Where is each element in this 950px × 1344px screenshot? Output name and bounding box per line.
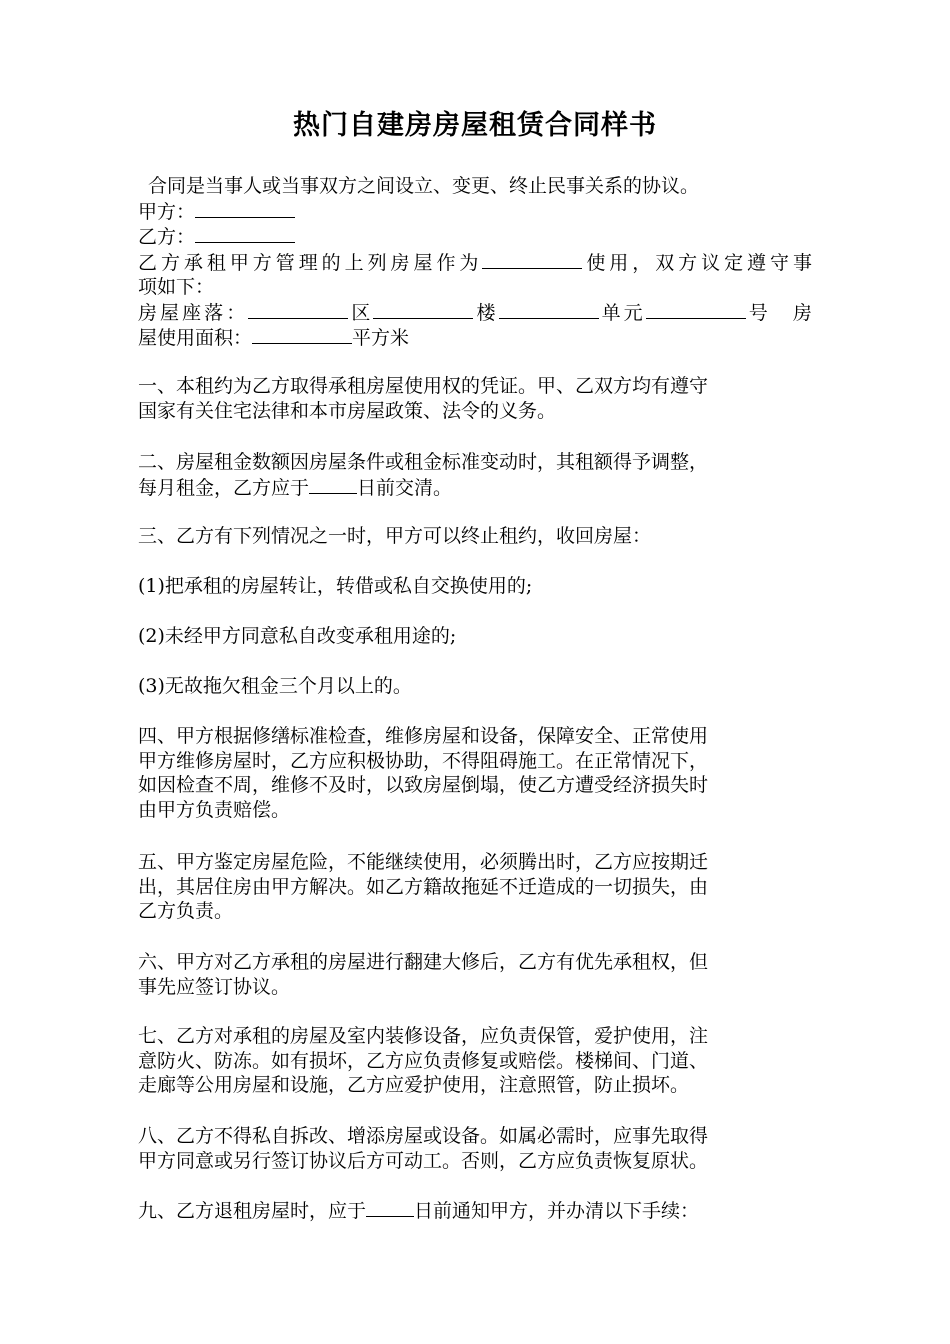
number-label: 号 房	[745, 301, 812, 324]
area-unit: 平方米	[352, 327, 410, 349]
clause-5	[138, 850, 812, 924]
party-a-line	[138, 199, 812, 225]
item-3	[138, 674, 812, 699]
clause-5-line-3: 乙方负责。	[138, 900, 234, 922]
district-blank	[248, 300, 348, 319]
party-b-blank	[195, 224, 295, 243]
intro-block	[138, 174, 812, 351]
clause-4	[138, 724, 812, 822]
usage-line	[138, 250, 812, 276]
clause-1-line-2: 国家有关住宅法律和本市房屋政策、法令的义务。	[138, 399, 557, 422]
clause-3-line: 三、乙方有下列情况之一时，甲方可以终止租约，收回房屋：	[138, 525, 652, 547]
clause-2-text-b: 日前交清。	[357, 476, 453, 499]
document-title: 热门自建房房屋租赁合同样书	[293, 110, 657, 141]
clause-7-line-1: 七、乙方对承租的房屋及室内装修设备，应负责保管，爱护使用，注	[138, 1025, 709, 1047]
clause-4-line-3: 如因检查不周，维修不及时，以致房屋倒塌，使乙方遭受经济损失时	[138, 774, 709, 796]
clause-5-line-2: 出，其居住房由甲方解决。如乙方籍故拖延不迁造成的一切损失，由	[138, 875, 709, 898]
clause-9-text-a: 九、乙方退租房屋时，应于	[138, 1200, 367, 1222]
clause-4-line-2: 甲方维修房屋时，乙方应积极协助，不得阻碍施工。在正常情况下，	[138, 749, 709, 772]
clause-8-line-1: 八、乙方不得私自拆改、增添房屋或设备。如属必需时，应事先取得	[138, 1125, 709, 1147]
unit-blank	[499, 300, 599, 319]
item-1	[138, 574, 812, 599]
clause-9	[138, 1198, 812, 1224]
clause-2-line-1: 二、房屋租金数额因房屋条件或租金标准变动时，其租额得予调整，	[138, 451, 709, 473]
clause-8-line-2: 甲方同意或另行签订协议后方可动工。否则，乙方应负责恢复原状。	[138, 1149, 709, 1172]
building-label: 楼	[473, 301, 499, 324]
clause-8	[138, 1124, 812, 1173]
party-b-line	[138, 224, 812, 250]
clause-3	[138, 524, 812, 549]
clause-7	[138, 1024, 812, 1098]
clause-2-line-2	[138, 475, 812, 501]
intro-paragraph: 合同是当事人或当事双方之间设立、变更、终止民事关系的协议。	[148, 175, 700, 197]
area-line	[138, 325, 812, 351]
area-label: 屋使用面积：	[138, 327, 253, 349]
item-2	[138, 624, 812, 649]
district-label: 区	[348, 301, 374, 324]
clause-2-text-a: 每月租金，乙方应于	[138, 476, 310, 499]
unit-label: 单元	[598, 301, 646, 324]
clause-2	[138, 450, 812, 500]
usage-line-2: 项如下：	[138, 276, 215, 298]
number-blank	[646, 300, 746, 319]
clause-7-line-3: 走廊等公用房屋和设施，乙方应爱护使用，注意照管，防止损坏。	[138, 1074, 690, 1096]
clause-7-line-2: 意防火、防冻。如有损坏，乙方应负责修复或赔偿。楼梯间、门道、	[138, 1049, 709, 1072]
clause-9-line	[138, 1198, 812, 1224]
clause-6	[138, 950, 812, 999]
notice-day-blank	[366, 1198, 414, 1217]
location-line	[138, 300, 812, 326]
usage-text-a: 乙方承租甲方管理的上列房屋作为	[138, 251, 483, 274]
item-2-line: (2)未经甲方同意私自改变承租用途的;	[138, 625, 457, 647]
clause-9-text-b: 日前通知甲方，并办清以下手续：	[414, 1200, 700, 1222]
usage-text-b: 使用，双方议定遵守事	[582, 251, 812, 274]
party-b-label: 乙方：	[138, 226, 196, 248]
rent-day-blank	[309, 475, 357, 494]
clause-4-line-4: 由甲方负责赔偿。	[138, 798, 291, 821]
clause-1	[138, 374, 812, 423]
clause-1-line-1: 一、本租约为乙方取得承租房屋使用权的凭证。甲、乙双方均有遵守	[138, 375, 709, 397]
item-3-line: (3)无故拖欠租金三个月以上的。	[138, 675, 412, 697]
area-blank	[252, 325, 352, 344]
clause-4-line-1: 四、甲方根据修缮标准检查，维修房屋和设备，保障安全、正常使用	[138, 725, 709, 747]
party-a-blank	[195, 199, 295, 218]
party-a-label: 甲方：	[138, 200, 196, 223]
usage-blank	[482, 250, 582, 269]
location-label: 房屋座落：	[138, 301, 249, 324]
item-1-line: (1)把承租的房屋转让，转借或私自交换使用的;	[138, 575, 533, 597]
building-blank	[373, 300, 473, 319]
clause-5-line-1: 五、甲方鉴定房屋危险，不能继续使用，必须腾出时，乙方应按期迁	[138, 851, 709, 873]
clause-6-line-1: 六、甲方对乙方承租的房屋进行翻建大修后，乙方有优先承租权，但	[138, 951, 709, 973]
clause-6-line-2: 事先应签订协议。	[138, 975, 291, 998]
